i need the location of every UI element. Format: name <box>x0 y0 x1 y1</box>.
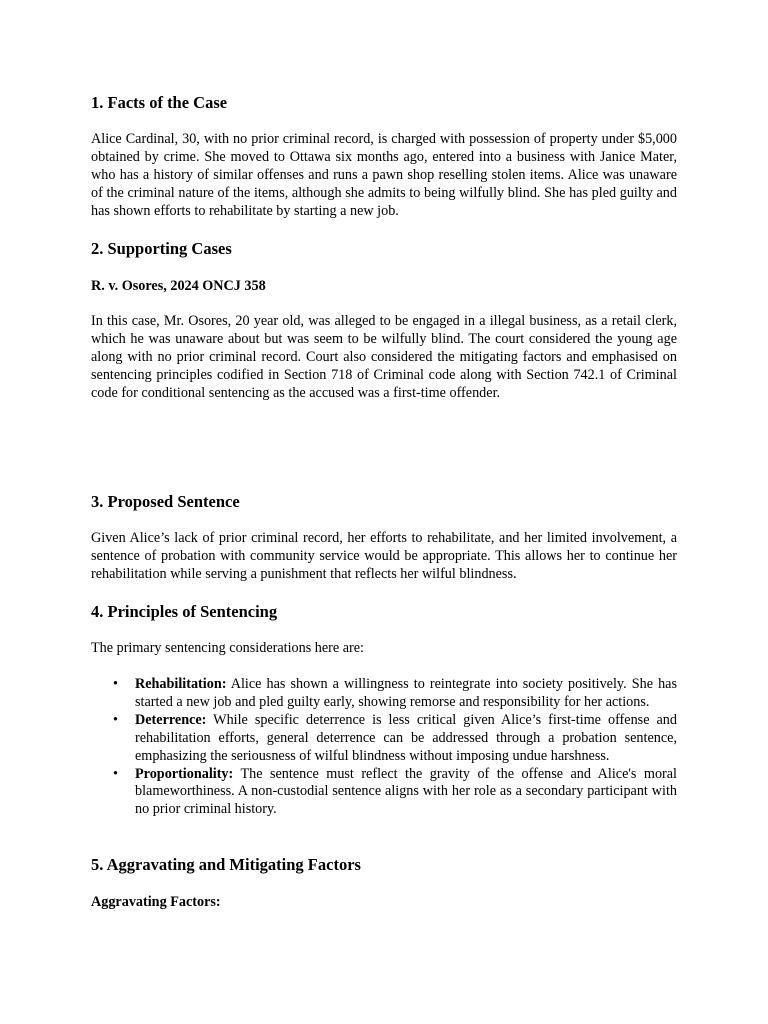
item-term: Rehabilitation: <box>135 676 227 692</box>
supporting-section <box>91 239 677 259</box>
case-title: R. v. Osores, 2024 ONCJ 358 <box>91 278 266 294</box>
facts-paragraph: Alice Cardinal, 30, with no prior criminal record, is charged with possession of property under $5,000 obtained by crime. She moved to Ottawa six months ago, entered into a business with Janice Mater, who has a history of similar offenses and runs a pawn shop reselling stolen items. Alice was unaware of the criminal nature of the items, although she admits to being wilfully blind. She has pled guilty and has shown efforts to rehabilitate by starting a new job. <box>91 131 677 219</box>
bullet-icon: • <box>113 676 118 692</box>
factors-sub-block <box>91 893 677 911</box>
facts-heading: 1. Facts of the Case <box>91 93 228 112</box>
list-item <box>91 676 677 712</box>
proposed-heading: 3. Proposed Sentence <box>91 492 240 511</box>
proposed-body-block <box>91 530 677 584</box>
case-title-block <box>91 277 677 295</box>
supporting-body-block <box>91 313 677 403</box>
factors-heading: 5. Aggravating and Mitigating Factors <box>91 855 361 874</box>
principles-intro-block <box>91 640 677 658</box>
list-item <box>91 766 677 820</box>
principles-list <box>91 676 677 819</box>
principles-list-block <box>91 676 677 819</box>
item-text: Alice has shown a willingness to reintegrate into society positively. She has started a new job and pled guilty early, showing remorse and responsibility for her actions. <box>135 676 677 710</box>
aggravating-factors-heading: Aggravating Factors: <box>91 894 221 910</box>
item-term: Deterrence: <box>135 711 207 728</box>
item-term: Proportionality: <box>135 765 234 782</box>
principles-intro: The primary sentencing considerations here are: <box>91 640 364 656</box>
item-text: The sentence must reflect the gravity of the offense and Alice's moral blameworthiness. A non-custodial sentence aligns with her role as a secondary participant with no prior criminal history. <box>135 765 677 818</box>
principles-section <box>91 602 677 622</box>
supporting-paragraph: In this case, Mr. Osores, 20 year old, was alleged to be engaged in a illegal business, as a retail clerk, which he was unaware about but was seem to be wilfully blind. The court considered the young age along with no prior criminal record. Court also considered the mitigating factors and emphasised on sentencing principles codified in Section 718 of Criminal code along with Section 742.1 of Criminal code for conditional sentencing as the accused was a first-time offender. <box>91 313 677 401</box>
facts-section <box>91 93 677 113</box>
factors-section <box>91 855 677 875</box>
item-text: While specific deterrence is less critical given Alice’s first-time offense and rehabilitation efforts, general deterrence can be addressed through a probation sentence, emphasizing the seriousness of wilful blindness without imposing undue harshness. <box>135 711 677 764</box>
bullet-icon: • <box>113 711 118 728</box>
supporting-heading: 2. Supporting Cases <box>91 239 232 258</box>
bullet-icon: • <box>113 765 118 782</box>
principles-heading: 4. Principles of Sentencing <box>91 602 278 621</box>
proposed-paragraph: Given Alice’s lack of prior criminal record, her efforts to rehabilitate, and her limited involvement, a sentence of probation with community service would be appropriate. This allows her to continue her rehabilitation while serving a punishment that reflects her wilful blindness. <box>91 530 677 582</box>
list-item <box>91 712 677 766</box>
proposed-section <box>91 492 677 512</box>
facts-body-block <box>91 131 677 221</box>
